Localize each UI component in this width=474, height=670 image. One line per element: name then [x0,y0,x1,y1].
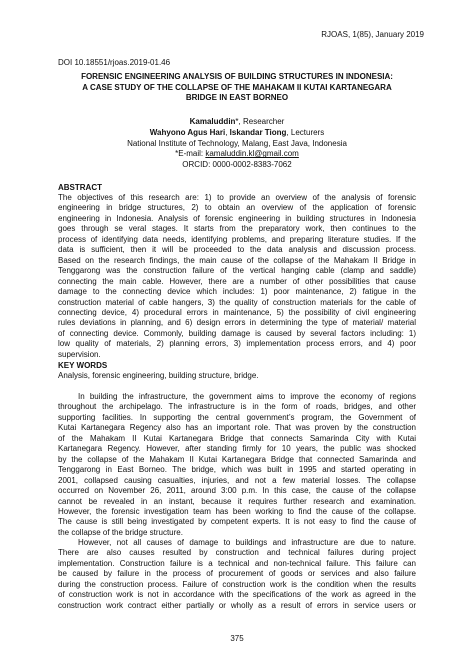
paper-title [58,72,416,104]
body-paragraph-1 [58,392,416,538]
orcid: ORCID: 0000-0002-8383-7062 [182,160,292,170]
text-line: construction material of cable hangers, 3) the quality of construction materials for the cable of [58,297,416,307]
text-line: Kutai Kartanegara Regency also has an important role. That was proven by the construction [58,423,416,433]
text-line: Kartanegara Regency. However, after standing firmly for 10 years, the public was shocked [58,444,416,454]
abstract-heading: ABSTRACT [58,183,102,192]
text-line: during the construction process. Failure of construction work is the condition when the results [58,579,416,589]
text-line: However, not all causes of damage to buildings and infrastructure are due to nature. [78,538,416,547]
text-line: Tenggarong in East Borneo. The bridge, which was built in 1995 and started operating in [58,465,416,475]
title-line: BRIDGE IN EAST BORNEO [185,93,289,103]
text-line: construction work contract either partially or wholly as a result of errors in service users or [58,600,416,610]
email-link[interactable]: kamaluddin.kl@gmail.com [205,149,299,159]
text-line: Analysis, forensic engineering, building structure, bridge. [58,371,259,380]
author-name: Kamaluddin [189,117,236,126]
text-line: of construction work is not in accordance with the specifications of the work as agreed in the [58,590,416,600]
title-line: FORENSIC ENGINEERING ANALYSIS OF BUILDING STRUCTURES IN INDONESIA: [81,72,393,81]
text-line: implementation. Construction failure is a technical and non-technical failure. This failure can [58,558,416,568]
text-line: be caused by failure in the process of procurement of goods or services and also failure [58,569,416,579]
text-line: goes through se veral stages. It starts from the preparatory work, then continues to the [58,224,416,234]
text-line: of connecting device. Commonly, building damage is caused by several factors including: 1) [58,328,416,338]
text-line: supervision. [58,349,101,359]
text-line: Tenggarong was the construction failure of the vertical hanging cable (clamp and saddle) [58,266,416,276]
text-line: supporting facilities. In supporting the central government’s program, the Government of [58,412,416,422]
text-line: rules deviations in planning, and 6) design errors in determining the type of material/ material [58,318,416,328]
text-line: data is sufficient, then it will be proceeded to the data analysis and discussion process. [58,245,416,255]
text-line: of the Mahakam II Kutai Kartanegara Bridge that connects Samarinda City with Kutai [58,433,416,443]
doi-line: DOI 10.18551/rjoas.2019-01.46 [58,58,171,67]
author-name: Iskandar Tiong [229,127,287,137]
text-line: In building the infrastructure, the government aims to improve the economy of regions [78,392,416,401]
text-line: cannot be revealed in an instant, because it requires further research and examination. [58,496,416,506]
text-line: The cause is still being investigated by competent experts. It is not easy to find the cause of [58,517,416,527]
keywords-text [58,371,416,381]
text-line: connecting device, 4) procedural errors in maintenance, 5) the possibility of civil engineering [58,307,416,317]
author-separator: , [225,127,230,137]
text-line: throughout the archipelago. The infrastructure is in the form of roads, bridges, and other [58,402,416,412]
text-line: the collapse of the bridge structure. [58,527,183,537]
running-header: RJOAS, 1(85), January 2019 [321,30,424,39]
keywords-heading: KEY WORDS [58,361,108,370]
text-line: by the collapse of the Mahakam II Kutai Kartanegara Bridge that connected Samarinda and [58,454,416,464]
title-line: A CASE STUDY OF THE COLLAPSE OF THE MAHAKAM II KUTAI KARTANEGARA [82,82,392,92]
text-line: engineering in bridge structures, 2) to obtain an overview of the application of forensic [58,203,416,213]
text-line: However, the forensic investigation team has been working to find the cause of the collapse. [58,506,416,516]
text-line: There are also causes resulted by construction and technical failures during project [58,548,416,558]
text-line: process of identifying data needs, identifying problems, and preparing literature studies. If the [58,234,416,244]
author-line-2 [58,128,416,139]
author-name: Wahyono Agus Hari [149,127,226,137]
email-label: *E-mail: [175,149,206,159]
text-line: damage to the connecting device which includes: 1) poor maintenance, 2) fatigue in the [58,287,416,297]
text-line: Based on the research findings, the main cause of the collapse of the Mahakam II Bridge in [58,255,416,265]
author-block [58,117,416,171]
author-line-1 [58,117,416,128]
page-number: 375 [230,634,244,643]
author-role: , Researcher [238,117,285,126]
text-line: connecting the main cable. However, there are a number of other possibilities that cause [58,276,416,286]
email-line [58,149,416,160]
affiliation: National Institute of Technology, Malang, East Java, Indonesia [127,138,347,148]
text-line: engineering in Indonesia. Analysis of forensic engineering in building structures in Indonesia [58,213,416,223]
author-role: , Lecturers [286,127,325,137]
text-line: occurred on November 26, 2011, around 3:00 p.m. In this case, the cause of the collapse [58,486,416,496]
author-mark: * [235,117,239,126]
abstract-text [58,193,416,360]
text-line: 2001, collapsed causing casualties, injuries, and not a few material losses. The collapse [58,475,416,485]
body-paragraph-2 [58,538,416,611]
text-line: low quality of materials, 2) planning errors, 3) implementation process errors, and 4) poor [58,339,416,349]
text-line: The objectives of this research are: 1) to provide an overview of the analysis of forensic [58,193,416,202]
